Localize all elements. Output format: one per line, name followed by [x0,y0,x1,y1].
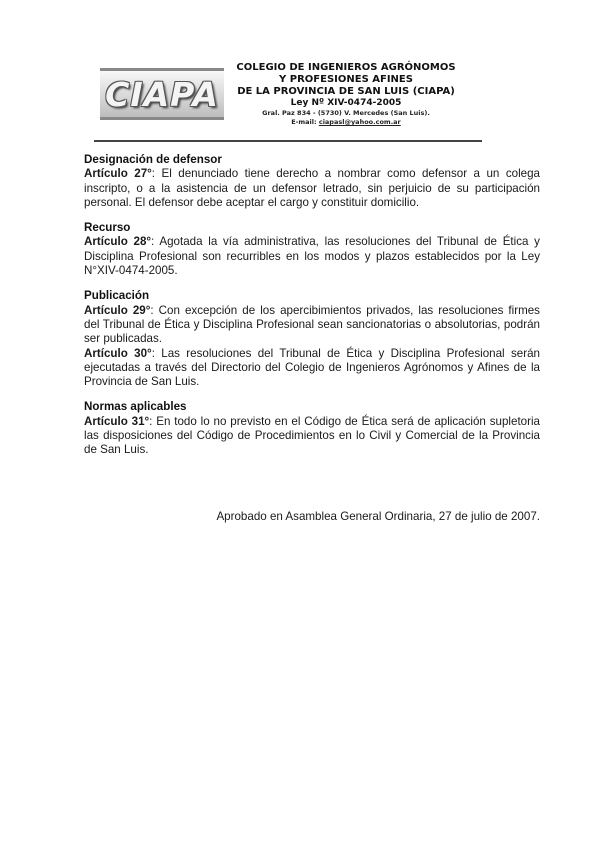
article-31 [84,415,540,458]
org-name-line-2: Y PROFESIONES AFINES [279,74,413,85]
letterhead-info [236,62,456,127]
article-label: Artículo 30° [84,346,152,360]
article-label: Artículo 29° [84,303,151,317]
section-heading: Recurso [84,221,131,235]
article-27 [84,167,540,210]
approval-note: Aprobado en Asamblea General Ordinaria, 27 de julio de 2007. [216,510,540,523]
section-designacion-defensor [84,153,540,210]
article-text: : Agotada la vía administrativa, las resoluciones del Tribunal de Ética y Disciplina Profesional son recurribles en los modos y plazos establecidos por la Ley N°XIV-0474-2005. [84,235,540,278]
letterhead [100,60,540,142]
section-heading: Designación de defensor [84,153,222,166]
section-heading: Publicación [84,289,150,303]
logo-text: CIAPA [105,74,219,114]
section-recurso [84,221,540,278]
header-divider [94,140,482,142]
article-28 [84,235,540,278]
article-text: : El denunciado tiene derecho a nombrar como defensor a un colega inscripto, o a la asistencia de un defensor letrado, sin perjuicio de su participación personal. El defensor debe aceptar el cargo y constituir domicilio. [84,167,540,209]
email-line [236,118,456,127]
article-label: Artículo 27° [84,167,152,181]
law-number: Ley Nº XIV-0474-2005 [290,98,402,108]
article-text: : Con excepción de los apercibimientos privados, las resoluciones firmes del Tribunal de Ética y Disciplina Profesional sean sancionatorias o absolutorias, podrán ser publicadas. [84,303,540,346]
email-address: ciapasl@yahoo.com.ar [318,118,401,126]
article-text: : Las resoluciones del Tribunal de Ética y Disciplina Profesional serán ejecutadas a través del Directorio del Colegio de Ingenieros Agrónomos y Afines de la Provincia de San Luis. [84,346,540,389]
article-text: : En todo lo no previsto en el Código de Ética será de aplicación supletoria las disposiciones del Código de Procedimientos en lo Civil y Comercial de la Provincia de San Luis. [84,414,540,457]
address: Gral. Paz 834 - (5730) V. Mercedes (San Luis). [262,109,430,117]
article-label: Artículo 28° [84,235,152,249]
article-29 [84,304,540,347]
section-heading: Normas aplicables [84,400,187,414]
email-label: E-mail: [291,118,319,126]
org-name-line-3: DE LA PROVINCIA DE SAN LUIS (CIAPA) [237,86,455,97]
article-30 [84,347,540,390]
section-publicacion [84,289,540,389]
org-name-line-1: COLEGIO DE INGENIEROS AGRÓNOMOS [236,62,456,73]
section-normas-aplicables [84,400,540,457]
article-label: Artículo 31° [84,414,150,428]
document-body [84,153,540,469]
ciapa-logo [100,68,224,120]
